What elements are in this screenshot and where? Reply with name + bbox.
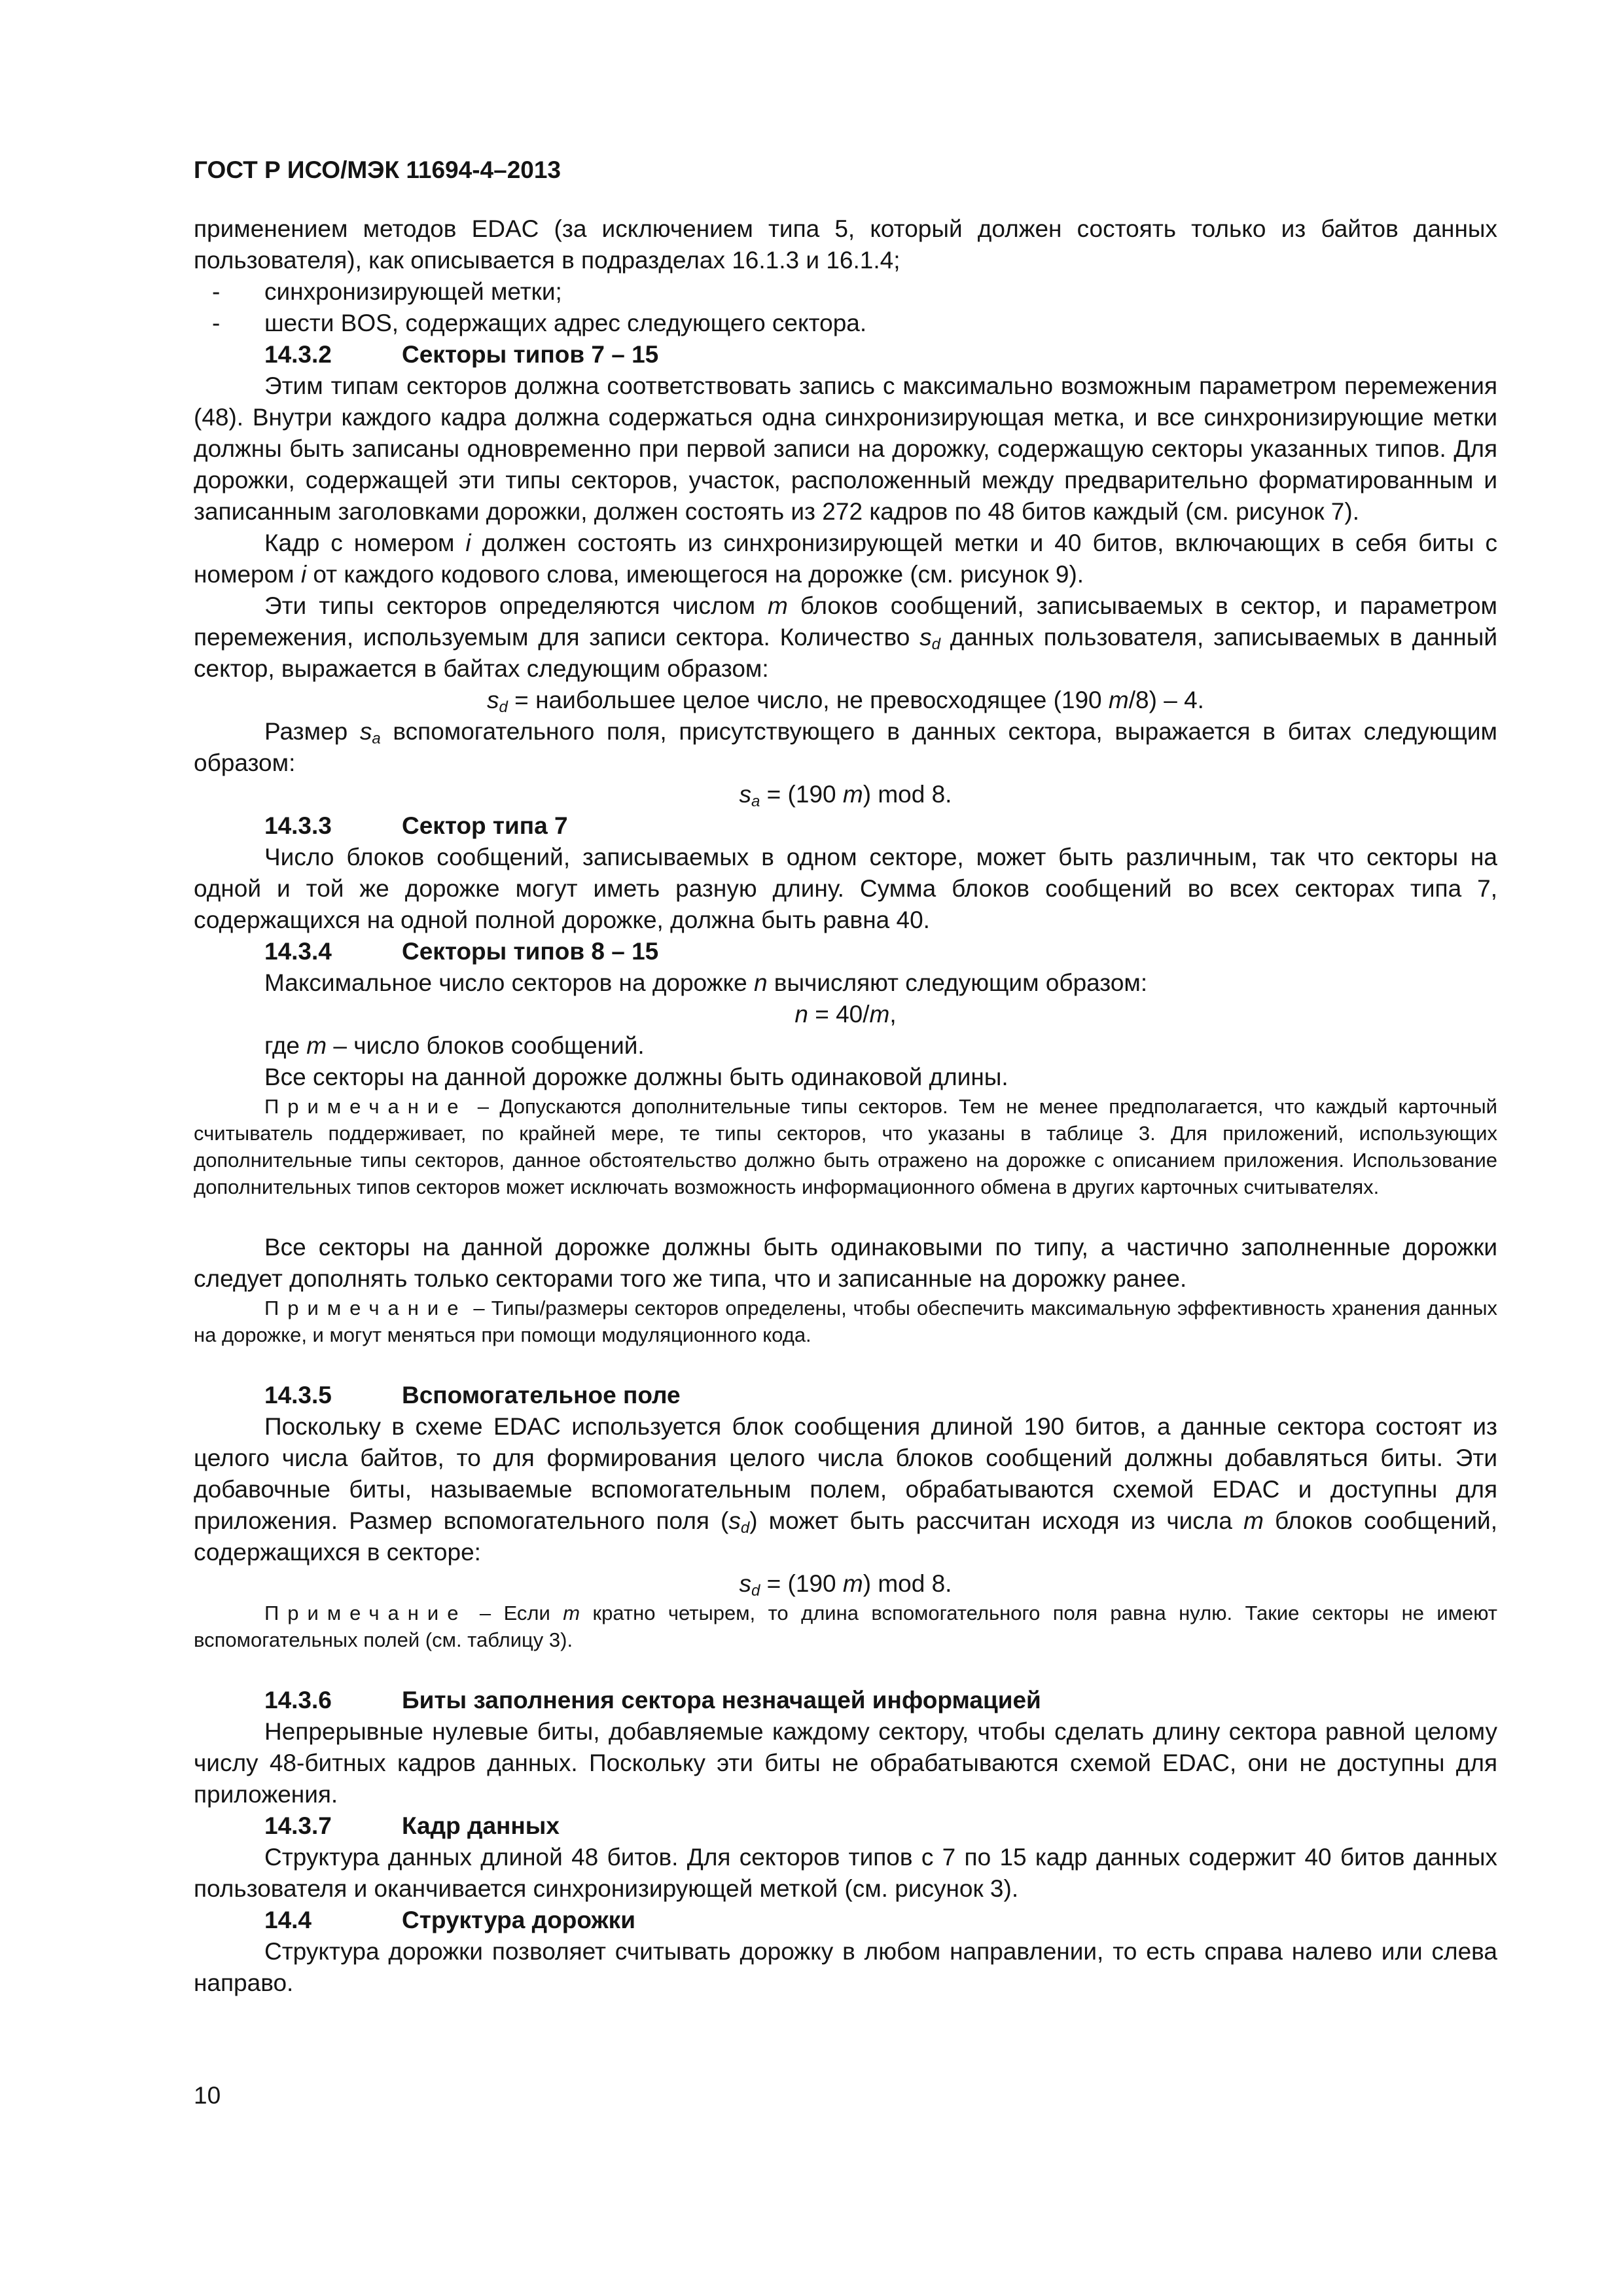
page-number: 10	[194, 2082, 221, 2109]
paragraph: Кадр с номером i должен состоять из синхронизирующей метки и 40 битов, включающих в себя биты с номером i от каждого кодового слова, имеющегося на дорожке (см. рисунок 9).	[194, 529, 1497, 588]
paragraph: Поскольку в схеме EDAC используется блок сообщения длиной 190 битов, а данные сектора состоят из целого числа байтов, то для формирования целого числа блоков сообщений должны добавляться биты. Эти добавочные биты, называемые вспомогательным полем, обрабатываются схемой EDAC и доступны для приложения. Размер вспомогательного поля $(s_d)$ может быть рассчитан исходя из числа m блоков сообщений, содержащихся в секторе:	[194, 1413, 1497, 1566]
paragraph: Структура данных длиной 48 битов. Для секторов типов с 7 по 15 кадр данных содержит 40 битов данных пользователя и оканчивается синхронизирующей меткой (см. рисунок 3).	[194, 1844, 1497, 1902]
section-heading-14-3-5: 14.3.5 Вспомогательное поле	[264, 1382, 681, 1408]
page-content	[194, 154, 1497, 1999]
list-item: - шести BOS, содержащих адрес следующего сектора.	[212, 310, 867, 336]
section-heading-14-3-3: 14.3.3 Сектор типа 7	[264, 812, 568, 839]
section-heading-14-3-7: 14.3.7 Кадр данных	[264, 1812, 560, 1839]
paragraph: Непрерывные нулевые биты, добавляемые каждому сектору, чтобы сделать длину сектора равной целому числу 48-битных кадров данных. Поскольку эти биты не обрабатываются схемой EDAC, они не доступны для приложения.	[194, 1718, 1497, 1808]
note: Примечание – Если m кратно четырем, то длина вспомогательного поля равна нулю. Такие секторы не имеют вспомогательных полей (см. таблицу 3).	[194, 1602, 1498, 1651]
intro-paragraph: применением методов EDAC (за исключением типа 5, который должен состоять только из байтов данных пользователя), как описывается в подразделах 16.1.3 и 16.1.4;	[194, 215, 1497, 274]
section-heading-14-4: 14.4 Структура дорожки	[264, 1907, 635, 1933]
formula: n = 40/m,	[794, 1001, 897, 1028]
section-heading-14-3-4: 14.3.4 Секторы типов 8 – 15	[264, 938, 659, 965]
paragraph: Этим типам секторов должна соответствовать запись с максимально возможным параметром перемежения (48). Внутри каждого кадра должна содержаться одна синхронизирующая метка, и все синхронизирующие метки должны быть записаны одновременно при первой записи на дорожку, содержащую секторы указанных типов. Для дорожки, содержащей эти типы секторов, участок, расположенный между предварительно форматированным и записанным заголовками дорожки, должен состоять из 272 кадров по 48 битов каждый (см. рисунок 7).	[194, 372, 1497, 525]
paragraph: Эти типы секторов определяются числом m блоков сообщений, записываемых в сектор, и параметром перемежения, используемым для записи сектора. Количество $s_d$ данных пользователя, записываемых в данный сектор, выражается в байтах следующим образом:	[194, 592, 1498, 682]
formula: $s_d$ = наибольшее целое число, не превосходящее (190 m/8) – 4.	[487, 687, 1204, 716]
paragraph: Все секторы на данной дорожке должны быть одинаковыми по типу, а частично заполненные дорожки следует дополнять только секторами того же типа, что и записанные на дорожку ранее.	[194, 1234, 1497, 1292]
formula: $s_d = (190$ m) mod 8.	[739, 1570, 952, 1600]
paragraph: Структура дорожки позволяет считывать дорожку в любом направлении, то есть справа налево или слева направо.	[194, 1938, 1497, 1996]
paragraph: Размер $s_a$ вспомогательного поля, присутствующего в данных сектора, выражается в битах следующим образом:	[194, 718, 1497, 776]
list-item: - синхронизирующей метки;	[212, 278, 562, 305]
section-heading-14-3-6: 14.3.6 Биты заполнения сектора незначащей информацией	[264, 1687, 1041, 1713]
paragraph: Число блоков сообщений, записываемых в одном секторе, может быть различным, так что секторы на одной и той же дорожке могут иметь разную длину. Сумма блоков сообщений во всех секторах типа 7, содержащихся на одной полной дорожке, должна быть равна 40.	[194, 844, 1497, 933]
note: Примечание – Допускаются дополнительные типы секторов. Тем не менее предполагается, что каждый карточный считыватель поддерживает, по крайней мере, те типы секторов, что указаны в таблице 3. Для приложений, использующих дополнительные типы секторов, данное обстоятельство должно быть отражено на дорожке с описанием приложения. Использование дополнительных типов секторов может исключать возможность информационного обмена в других карточных считывателях.	[194, 1095, 1497, 1198]
note: Примечание – Типы/размеры секторов определены, чтобы обеспечить максимальную эффективность хранения данных на дорожке, и могут меняться при помощи модуляционного кода.	[194, 1297, 1497, 1346]
paragraph: где m – число блоков сообщений.	[264, 1032, 645, 1059]
section-heading-14-3-2: 14.3.2 Секторы типов 7 – 15	[264, 341, 659, 368]
paragraph: Максимальное число секторов на дорожке n вычисляют следующим образом:	[264, 969, 1148, 996]
paragraph: Все секторы на данной дорожке должны быть одинаковой длины.	[264, 1064, 1008, 1090]
document-header: ГОСТ Р ИСО/МЭК 11694-4–2013	[194, 156, 561, 183]
formula: $s_a = (190$ m) mod 8.	[739, 781, 952, 810]
